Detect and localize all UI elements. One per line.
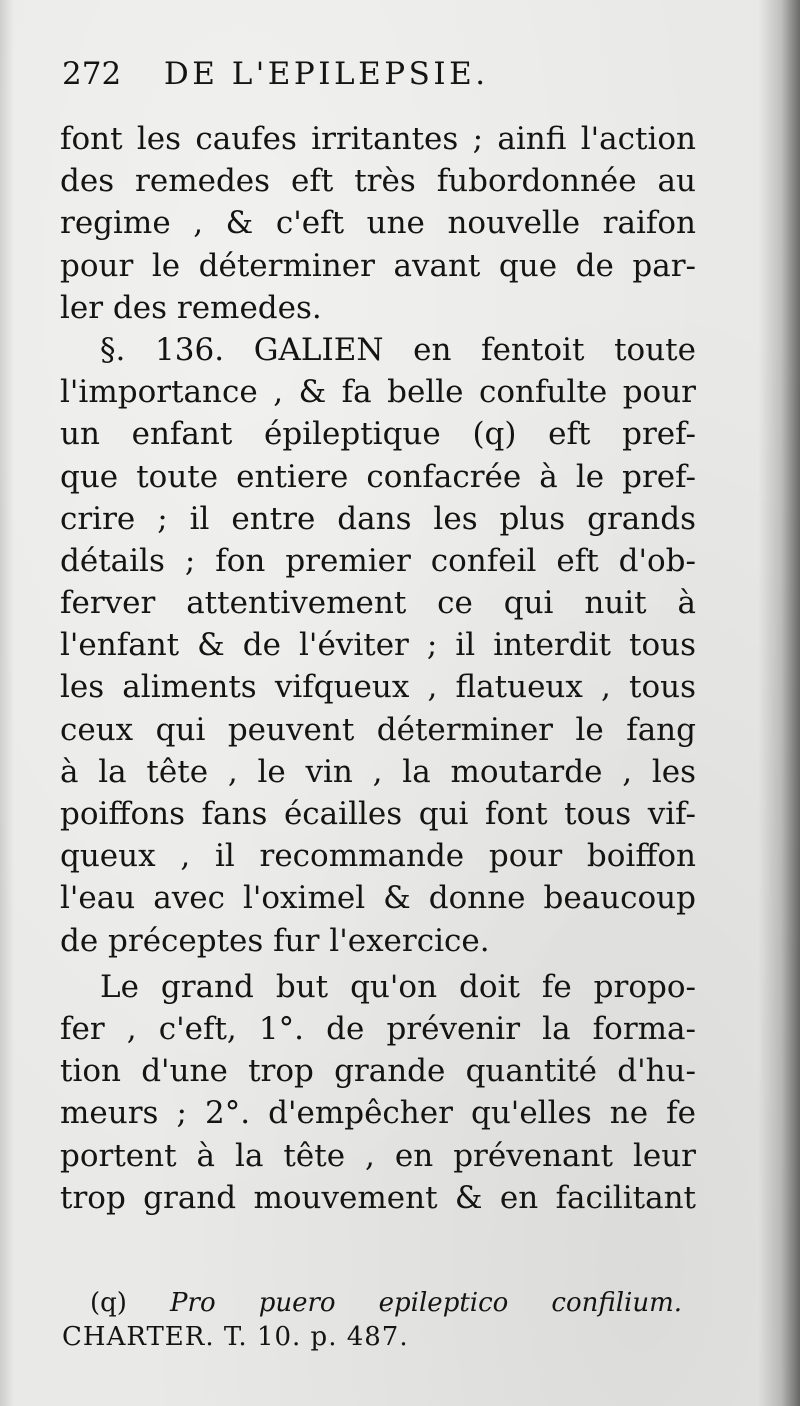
footnote-text-line [62,1286,682,1320]
text-line: trop grand mouvement & en facilitant [60,1179,696,1216]
text-line: détails ; fon premier confeil eft d'ob- [60,542,696,579]
footnote-marker: (q) [90,1288,127,1318]
text-line: ler des remedes. [60,289,322,326]
text-line: ferver attentivement ce qui nuit à [60,585,696,622]
text-line: l'enfant & de l'éviter ; il interdit tous [60,627,696,664]
text-line: l'eau avec l'oximel & donne beaucoup [60,880,696,917]
page-left-edge [0,0,14,1406]
text-line: l'importance , & fa belle confulte pour [60,374,696,411]
text-line: fer , c'eft, 1°. de prévenir la forma- [60,1010,696,1047]
text-line: meurs ; 2°. d'empêcher qu'elles ne fe [60,1095,696,1132]
footnote [62,1286,682,1354]
text-line: que toute entiere confacrée à le pref- [60,458,696,495]
text-line: les aliments vifqueux , flatueux , tous [60,669,696,706]
text-line: tion d'une trop grande quantité d'hu- [60,1053,696,1090]
page-number: 272 [62,56,122,92]
text-line: ceux qui peuvent déterminer le fang [60,711,696,748]
footnote-reference: CHARTER. T. 10. p. 487. [62,1322,409,1352]
text-line: portent à la tête , en prévenant leur [60,1137,696,1174]
paragraph-136-start: §. 136. GALIEN en fentoit toute [100,331,696,368]
text-line: crire ; il entre dans les plus grands [60,500,696,537]
body-text [60,118,696,1219]
text-line: de préceptes fur l'exercice. [60,922,490,959]
text-line: pour le déterminer avant que de par- [60,247,696,284]
text-line: un enfant épileptique (q) eft pref- [60,416,696,453]
text-line: des remedes eft très fubordonnée au [60,163,696,200]
gutter-shadow [758,0,800,1406]
footnote-text: Pro puero epileptico confilium. [170,1288,682,1318]
text-line: regime , & c'eft une nouvelle raifon [60,205,696,242]
running-title: DE L'EPILEPSIE. [163,56,489,92]
paragraph-start: Le grand but qu'on doit fe propo- [100,968,696,1005]
running-head [62,52,702,96]
text-line: queux , il recommande pour boiffon [60,838,696,875]
text-line: à la tête , le vin , la moutarde , les [60,753,696,790]
text-line: poiffons fans écailles qui font tous vif- [60,796,696,832]
text-line: font les caufes irritantes ; ainfi l'action [60,121,696,157]
